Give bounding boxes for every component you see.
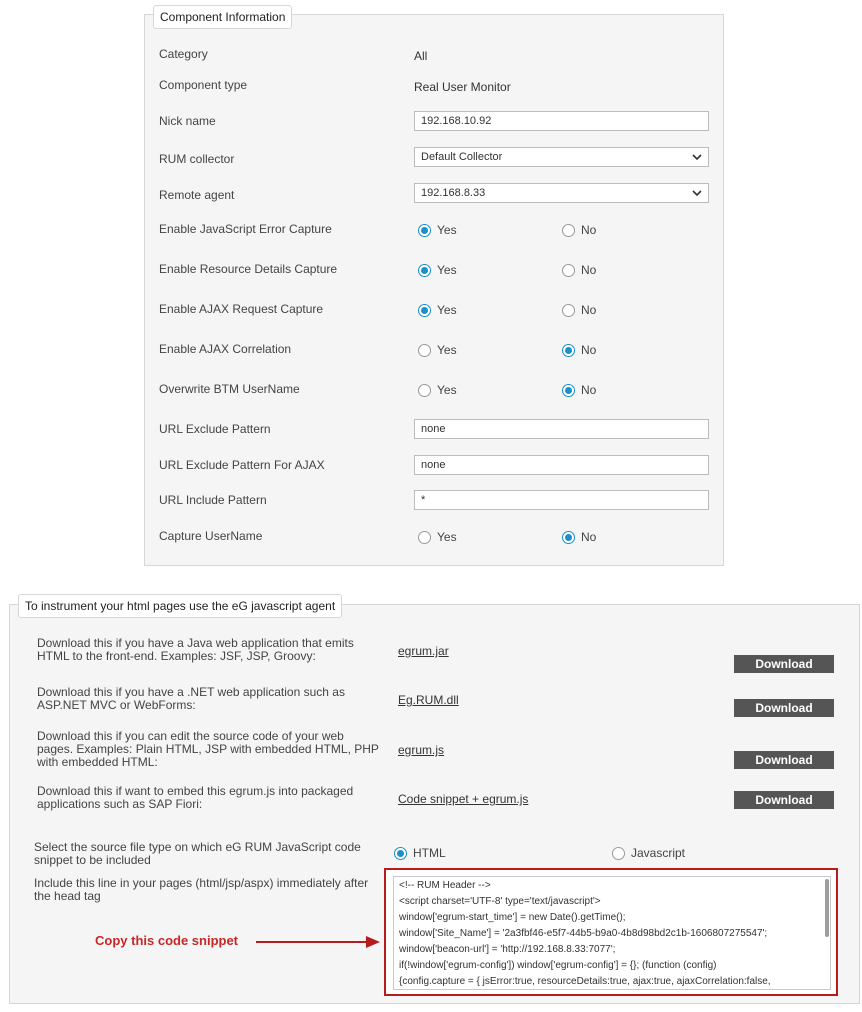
overwrite-btm-username-label: Overwrite BTM UserName [159, 382, 300, 396]
url-include-pattern-input[interactable]: * [414, 490, 709, 510]
js-error-capture-label: Enable JavaScript Error Capture [159, 222, 332, 236]
download-link-egrum-js[interactable]: egrum.js [398, 743, 445, 757]
remote-agent-label: Remote agent [159, 188, 235, 202]
ajax-correlation-yes-radio[interactable]: Yes [418, 343, 457, 357]
code-line: if(!window['egrum-config']) window['egrum-config'] = {}; (function (config) [399, 960, 717, 971]
nick-name-input[interactable]: 192.168.10.92 [414, 111, 709, 131]
include-line-label: Include this line in your pages (html/jsp/aspx) immediately after the head tag [34, 876, 369, 903]
ajax-correlation-label: Enable AJAX Correlation [159, 342, 292, 356]
url-include-pattern-label: URL Include Pattern [159, 493, 267, 507]
url-exclude-pattern-input[interactable]: none [414, 419, 709, 439]
source-type-html-radio[interactable]: HTML [394, 846, 446, 860]
remote-agent-select[interactable] [414, 183, 709, 203]
url-exclude-pattern-ajax-label: URL Exclude Pattern For AJAX [159, 458, 325, 472]
category-label: Category [159, 47, 208, 61]
download-button[interactable]: Download [734, 751, 834, 769]
download-description: Download this if you have a .NET web application such as ASP.NET MVC or WebForms: [37, 685, 345, 712]
capture-username-label: Capture UserName [159, 529, 263, 543]
source-type-javascript-radio[interactable]: Javascript [612, 846, 685, 860]
download-button[interactable]: Download [734, 655, 834, 673]
download-description: Download this if want to embed this egrum.js into packaged applications such as SAP Fiori: [37, 784, 354, 811]
js-error-capture-no-radio[interactable]: No [562, 223, 596, 237]
nick-name-label: Nick name [159, 114, 216, 128]
capture-username-yes-radio[interactable]: Yes [418, 530, 457, 544]
resource-details-capture-label: Enable Resource Details Capture [159, 262, 338, 276]
ajax-request-capture-no-radio[interactable]: No [562, 303, 596, 317]
code-line: window['Site_Name'] = '2a3fbf46-e5f7-44b5-b9a0-4b8d98bd2c1b-1606807275547'; [399, 928, 768, 939]
rum-collector-select[interactable] [414, 147, 709, 167]
resource-details-capture-no-radio[interactable]: No [562, 263, 596, 277]
code-snippet-textarea[interactable] [393, 876, 831, 990]
resource-details-capture-yes-radio[interactable]: Yes [418, 263, 457, 277]
code-line: window['egrum-start_time'] = new Date().getTime(); [399, 912, 626, 923]
rum-collector-label: RUM collector [159, 152, 235, 166]
code-snippet-scrollbar[interactable] [825, 879, 829, 937]
code-line: <script charset='UTF-8' type='text/javascript'> [399, 896, 601, 907]
remote-agent-value: 192.168.8.33 [421, 187, 486, 199]
download-description: Download this if you have a Java web application that emits HTML to the front-end. Examples: JSF, JSP, Groovy: [37, 636, 354, 663]
category-value: All [414, 49, 428, 63]
chevron-down-icon [692, 188, 702, 198]
js-error-capture-yes-radio[interactable]: Yes [418, 223, 457, 237]
url-exclude-pattern-ajax-input[interactable]: none [414, 455, 709, 475]
download-description: Download this if you can edit the source code of your web pages. Examples: Plain HTML, JSP with embedded HTML, PHP with embedded HTML: [37, 729, 379, 769]
chevron-down-icon [692, 152, 702, 162]
url-exclude-pattern-label: URL Exclude Pattern [159, 422, 271, 436]
code-line: <!-- RUM Header --> [399, 880, 491, 891]
code-line: {config.capture = { jsError:true, resourceDetails:true, ajax:true, ajaxCorrelation:false, [399, 976, 771, 987]
rum-collector-value: Default Collector [421, 151, 503, 163]
source-type-label: Select the source file type on which eG RUM JavaScript code snippet to be included [34, 840, 361, 867]
instrument-legend: To instrument your html pages use the eG javascript agent [18, 594, 342, 618]
arrow-right-icon [256, 934, 382, 950]
capture-username-no-radio[interactable]: No [562, 530, 596, 544]
overwrite-btm-username-yes-radio[interactable]: Yes [418, 383, 457, 397]
component-type-label: Component type [159, 78, 248, 92]
code-line: window['beacon-url'] = 'http://192.168.8.33:7077'; [399, 944, 616, 955]
copy-snippet-annotation: Copy this code snippet [95, 933, 239, 948]
download-link-code-snippet[interactable]: Code snippet + egrum.js [398, 792, 529, 806]
component-type-value: Real User Monitor [414, 80, 511, 94]
download-button[interactable]: Download [734, 791, 834, 809]
overwrite-btm-username-no-radio[interactable]: No [562, 383, 596, 397]
component-information-legend: Component Information [153, 5, 292, 29]
ajax-request-capture-yes-radio[interactable]: Yes [418, 303, 457, 317]
download-link-eg-rum-dll[interactable]: Eg.RUM.dll [398, 693, 459, 707]
download-link-egrum-jar[interactable]: egrum.jar [398, 644, 449, 658]
download-button[interactable]: Download [734, 699, 834, 717]
ajax-request-capture-label: Enable AJAX Request Capture [159, 302, 324, 316]
ajax-correlation-no-radio[interactable]: No [562, 343, 596, 357]
component-information-panel [144, 14, 724, 566]
